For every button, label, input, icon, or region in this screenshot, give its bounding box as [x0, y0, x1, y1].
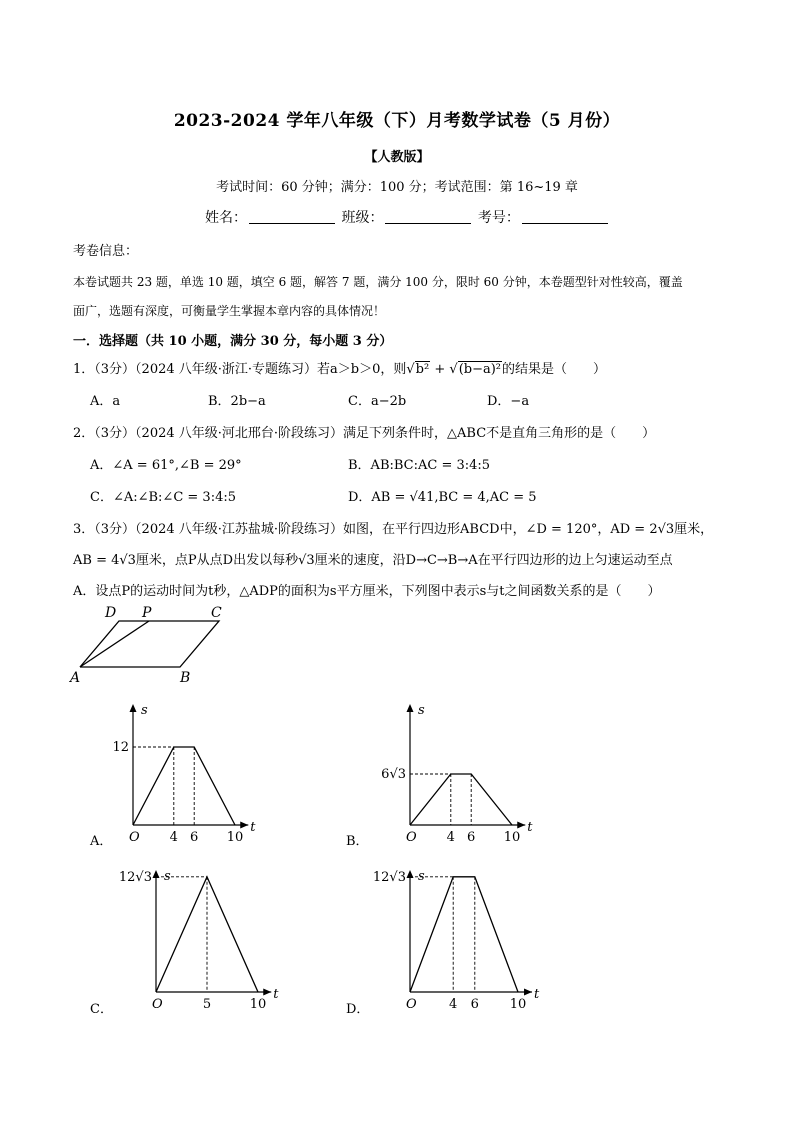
label-a: A: [70, 670, 81, 685]
q1-option-c[interactable]: C．a−2b: [348, 394, 407, 409]
x-axis-arrow: [263, 989, 271, 996]
x-tick-label: 6: [467, 830, 476, 845]
function-line: [133, 747, 235, 825]
q1-stem: 1．（3分）（2024 八年级·浙江·专题练习）若a＞b＞0，则√b² + √(b−a)²的结果是（ ）: [73, 362, 607, 377]
y-axis-label: s: [164, 869, 171, 884]
number-label: 考号：: [477, 210, 520, 226]
segment-ap: [80, 621, 149, 667]
q1-prefix: 1．（3分）（2024 八年级·浙江·专题练习）若: [73, 362, 331, 377]
q3-line-2: AB = 4√3厘米，点P从点D出发以每秒√3厘米的速度，沿D→C→B→A在平行四边形的边上匀速运动至点: [73, 553, 673, 568]
origin-label: O: [406, 830, 417, 845]
student-fields: [205, 207, 610, 227]
graph-option-label: A．: [90, 834, 113, 849]
x-axis-arrow: [240, 822, 248, 829]
q1-option-a[interactable]: A．a: [90, 394, 121, 409]
graph-b[interactable]: [342, 700, 562, 850]
x-axis-arrow: [517, 822, 525, 829]
q2-option-b[interactable]: B．AB:BC:AC = 3:4:5: [348, 458, 491, 473]
q3-line-3: A．设点P的运动时间为t秒，△ADP的面积为s平方厘米，下列图中表示s与t之间函数关系的是（ ）: [73, 584, 661, 599]
q1-plus: +: [430, 362, 450, 377]
q2-option-d[interactable]: D．AB = √41,BC = 4,AC = 5: [348, 490, 537, 505]
x-tick-label: 6: [190, 830, 199, 845]
graph-option-label: B．: [346, 834, 369, 849]
exam-meta: 考试时间：60 分钟；满分：100 分；考试范围：第 16~19 章: [216, 180, 578, 195]
page-title: 2023-2024 学年八年级（下）月考数学试卷（5 月份）: [173, 111, 621, 131]
class-label: 班级：: [341, 210, 384, 226]
x-tick-label: 4: [449, 997, 458, 1012]
x-axis-label: t: [250, 820, 256, 835]
section-heading: 一．选择题（共 10 小题，满分 30 分，每小题 3 分）: [73, 334, 393, 349]
q2-option-a[interactable]: A．∠A = 61°,∠B = 29°: [90, 458, 242, 473]
q2-stem: 2．（3分）（2024 八年级·河北邢台·阶段练习）满足下列条件时，△ABC不是直角三角形的是（ ）: [73, 426, 656, 441]
graph-option-label: D．: [346, 1002, 370, 1017]
x-axis-arrow: [524, 989, 532, 996]
y-max-label: 12: [112, 740, 129, 755]
function-line: [410, 774, 512, 825]
origin-label: O: [152, 997, 163, 1012]
graph-a[interactable]: [86, 700, 286, 850]
q1-option-b[interactable]: B．2b−a: [208, 394, 266, 409]
class-blank[interactable]: [385, 209, 471, 224]
info-heading: 考卷信息：: [73, 244, 139, 259]
name-blank[interactable]: [249, 209, 335, 224]
number-blank[interactable]: [522, 209, 608, 224]
q3-line-1: 3．（3分）（2024 八年级·江苏盐城·阶段练习）如图，在平行四边形ABCD中，∠D = 120°，AD = 2√3厘米，: [73, 522, 714, 537]
info-line-1: 本卷试题共 23 题，单选 10 题，填空 6 题，解答 7 题，满分 100 分，限时 60 分钟，本卷题型针对性较高，覆盖: [73, 275, 683, 289]
x-tick-label: 10: [503, 830, 521, 845]
x-axis-label: t: [273, 987, 279, 1002]
x-tick-label: 5: [202, 997, 212, 1012]
q1-sqrt-a: b²: [415, 362, 430, 377]
y-axis-arrow: [407, 704, 414, 712]
x-axis-label: t: [534, 987, 540, 1002]
info-line-2: 面广，选题有深度，可衡量学生掌握本章内容的具体情况！: [73, 304, 386, 318]
graph-d[interactable]: [342, 866, 562, 1018]
parallelogram-figure: [66, 600, 236, 685]
graph-c[interactable]: [86, 866, 306, 1018]
graph-option-label: C．: [90, 1002, 113, 1017]
q1-option-d[interactable]: D．−a: [487, 394, 530, 409]
x-tick-label: 10: [249, 997, 267, 1012]
y-axis-label: s: [418, 869, 425, 884]
x-tick-label: 10: [226, 830, 244, 845]
origin-label: O: [129, 830, 140, 845]
q1-sqrt-b: (b−a)²: [458, 362, 502, 377]
x-tick-label: 4: [446, 830, 455, 845]
label-b: B: [180, 670, 191, 685]
name-label: 姓名：: [205, 210, 247, 226]
x-tick-label: 10: [509, 997, 527, 1012]
function-line: [410, 877, 518, 992]
y-max-label: 12√3: [118, 869, 152, 885]
y-axis-label: s: [141, 703, 148, 718]
x-tick-label: 4: [169, 830, 178, 845]
q2-option-c[interactable]: C．∠A:∠B:∠C = 3:4:5: [90, 490, 237, 505]
label-d: D: [105, 605, 117, 621]
x-axis-label: t: [527, 820, 533, 835]
label-p: P: [142, 605, 152, 621]
x-tick-label: 6: [470, 997, 479, 1012]
y-max-label: 12√3: [372, 869, 406, 885]
y-axis-label: s: [418, 703, 425, 718]
q1-suffix: 的结果是（ ）: [502, 362, 607, 377]
edition-label: 【人教版】: [364, 150, 430, 165]
label-c: C: [211, 605, 222, 621]
origin-label: O: [406, 997, 417, 1012]
y-axis-arrow: [130, 704, 137, 712]
q1-condition: a＞b＞0，则: [330, 362, 407, 377]
parallelogram-outline: [80, 621, 219, 667]
y-max-label: 6√3: [381, 767, 406, 782]
